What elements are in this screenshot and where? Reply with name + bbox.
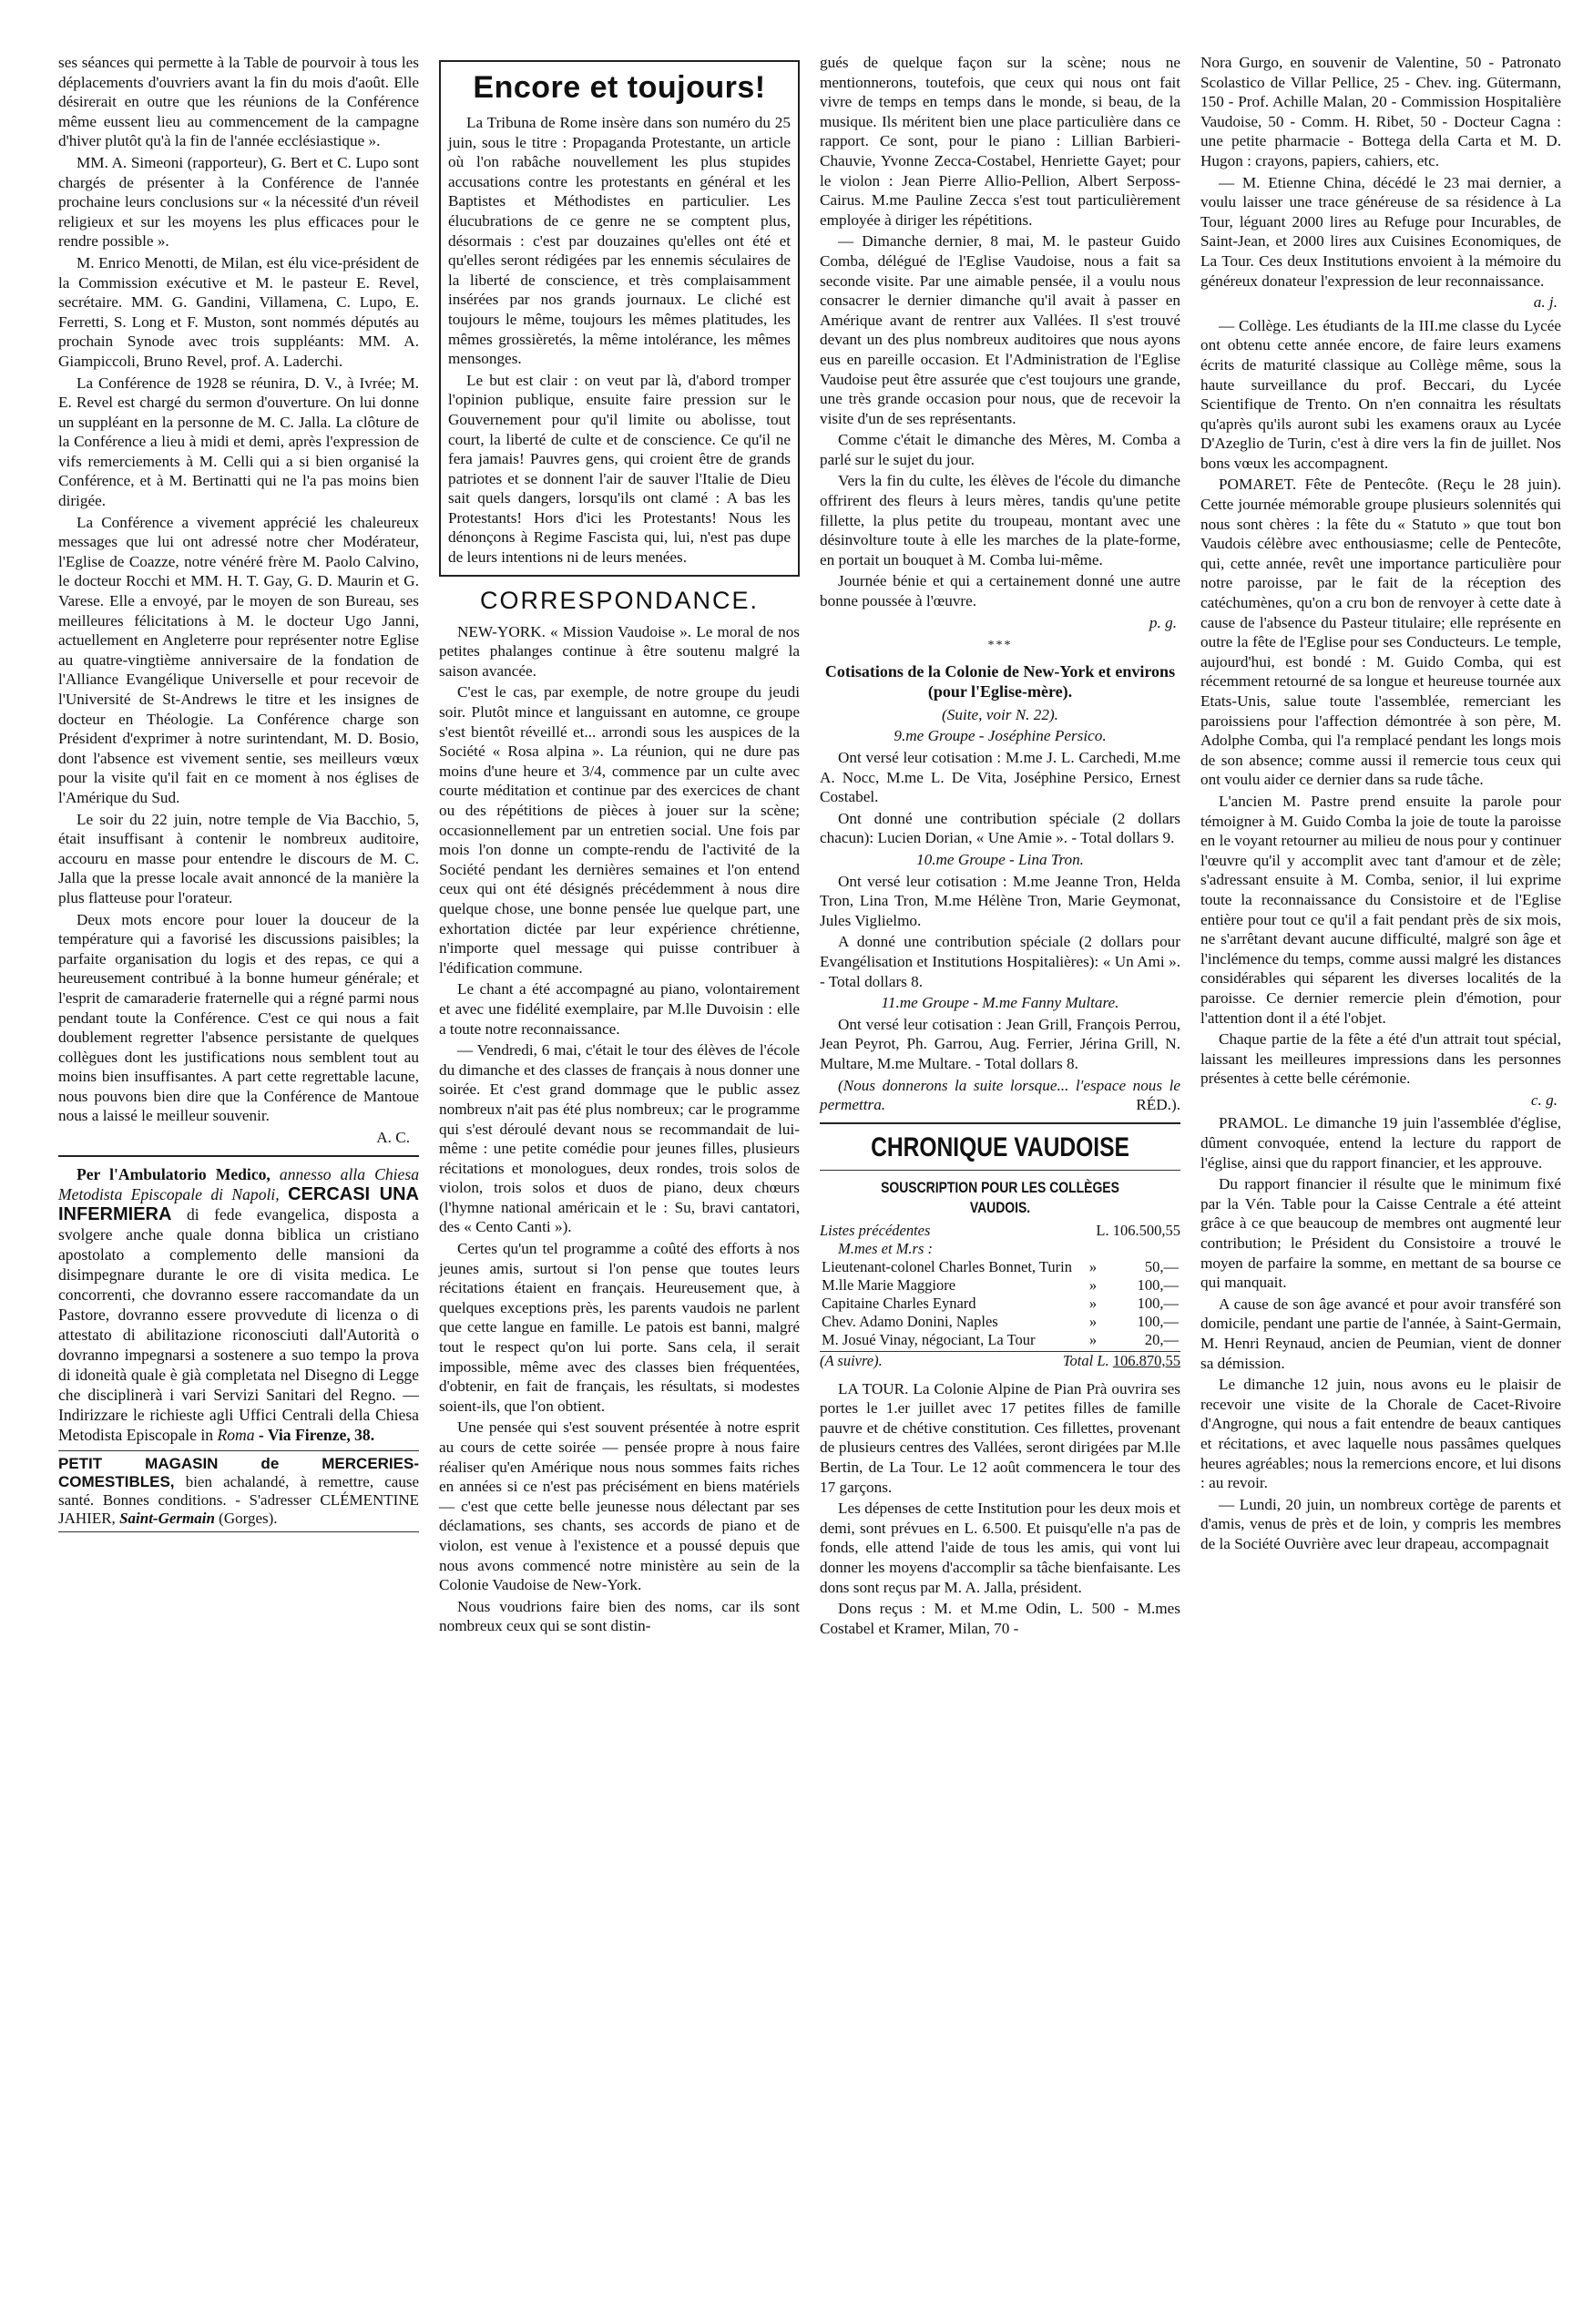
donor-amount: 100,— <box>1137 1312 1179 1330</box>
donors-table <box>820 1258 1180 1349</box>
paragraph: PRAMOL. Le dimanche 19 juin l'assemblée d'église, dûment convoquée, entend la lecture du rapport de l'église, ainsi que du rapport financier, et les approuve. <box>1200 1114 1561 1172</box>
paragraph: Dons reçus : M. et M.me Odin, L. 500 - M.mes Costabel et Kramer, Milan, 70 - <box>820 1600 1180 1637</box>
ditto-mark: » <box>1088 1294 1098 1312</box>
donor-name: Capitaine Charles Eynard <box>822 1294 976 1312</box>
paragraph: POMARET. Fête de Pentecôte. (Reçu le 28 juin). Cette journée mémorable groupe plusieurs solennités qui nous sont chères : la fête du « Statuto » que tout bon Vaudois célèbre avec enthousiasme; celle de Pentecôte, qui, cette année, revêt une importance particulière pour notre paroisse, par le fait de la réception des catéchumènes, qu'on a cru bon de renvoyer à cette date à cause de l'absence du Pasteur titulaire; elle représente en outre la fête de l'Eglise pour ses Conducteurs. Le temple, aujourd'hui, est bondé : M. Guido Comba, qui est récemment retourné de sa longue et heureuse tournée aux Etats-Unis, salue toute l'assemblée, remerciant les paroissiens pour l'affection démontrée à son père, M. Adolphe Comba, qui l'a remplacé pendant les longs mois de son absence; comme aussi il remercie tous ceux qui ont voulu aider ce dernier dans sa rude tâche. <box>1200 476 1561 789</box>
donor-name: Lieutenant-colonel Charles Bonnet, Turin <box>822 1257 1072 1275</box>
group-heading: 9.me Groupe - Joséphine Persico. <box>894 727 1107 745</box>
souscription-title: SOUSCRIPTION POUR LES COLLÈGES VAUDOIS. <box>881 1178 1119 1216</box>
paragraph: La Conférence a vivement apprécié les chaleureux messages que lui ont adressé notre cher Modérateur, l'Eglise de Coazze, notre vénéré frère M. Paolo Calvino, le docteur Rocchi et MM. H. T. Gay, G. D. Maurin et G. Varese. Elle a envoyé, par le moyen de son Bureau, ses meilleures félicitations à M. le docteur Ugo Janni, actuellement en Angleterre pour représenter notre Eglise au quatre-vingtième anniversaire de la fondation de l'Alliance Evangélique Universelle et pour recevoir de l'Université de St-Andrews le titre et les insignes de docteur en Théologie. La Conférence charge son Président d'exprimer à notre surintendant, M. D. Bosio, dont l'absence est vivement sentie, ses meilleurs vœux pour la visite qu'il fait en ce moment à nos églises de l'Amérique du Sud. <box>58 513 419 806</box>
paragraph: — Lundi, 20 juin, un nombreux cortège de parents et d'amis, venus de près et de loin, y compris les membres de la Société Ouvrière avec leur drapeau, accompagnait <box>1200 1495 1561 1552</box>
encore-article-box <box>439 60 800 577</box>
article-signature: a. j. <box>1533 293 1558 312</box>
table-row <box>820 1295 1180 1313</box>
paragraph: Le dimanche 12 juin, nous avons eu le plaisir de recevoir une visite de la Chorale de Cacet-Rivoire d'Angrogne, qui nous a fait entendre de beaux cantiques et récitations, et avec laquelle nous passâmes quelques heures agréables; nous la remercions encore, et lui disons : au revoir. <box>1200 1376 1561 1492</box>
separator-stars: *** <box>987 639 1013 653</box>
donor-name: M.lle Marie Maggiore <box>822 1275 956 1294</box>
paragraph: Le soir du 22 juin, notre temple de Via Bacchio, 5, était insuffisant à contenir le nombreux auditoire, accouru en masse pour entendre le discours de M. C. Jalla que la presse locale avait annoncé de la manière la plus flatteuse pour l'orateur. <box>58 810 419 906</box>
paragraph: Chaque partie de la fête a été d'un attrait tout spécial, laissant les meilleures impressions dans les personnes présentes à cette belle cérémonie. <box>1200 1030 1561 1088</box>
paragraph: LA TOUR. La Colonie Alpine de Pian Prà ouvrira ses portes le 1.er juillet avec 17 petites filles de famille pauvre et de chétive constitution. Ces fillettes, provenant de plusieurs centres des Vallées, seront dirigées par M.lle Bertin, de La Tour. Le 12 août commencera le tour des 17 garçons. <box>820 1379 1180 1496</box>
donors-heading: M.mes et M.rs : <box>838 1239 934 1257</box>
paragraph: Journée bénie et qui a certainement donné une autre bonne poussée à l'œuvre. <box>820 572 1180 610</box>
editorial-note: (Nous donnerons la suite lorsque... l'espace nous le permettra. <box>820 1076 1180 1114</box>
paragraph: ses séances qui permette à la Table de pourvoir à tous les déplacements d'ouvriers avant la fin du mois d'août. Elle désirerait en outre que les réunions de la Conférence même eussent lieu au commencement de la campagne d'hiver plutôt qu'à la fin de l'année ecclésiastique ». <box>58 54 419 150</box>
ad-lead: Per l'Ambulatorio Medico, <box>77 1164 271 1183</box>
paragraph: Ont versé leur cotisation : Jean Grill, François Perrou, Jean Peyrot, Ph. Garrou, Aug. Ferrier, Jérina Grill, N. Multare, M.me Multare. - Total dollars 8. <box>820 1015 1180 1072</box>
paragraph: Ont versé leur cotisation : M.me J. L. Carchedi, M.me A. Nocc, M.me L. De Vita, Joséphine Persico, Ernest Costabel. <box>820 749 1180 806</box>
nurse-advertisement <box>58 1164 419 1445</box>
donor-amount: 100,— <box>1137 1275 1179 1294</box>
a-suivre: (A suivre). <box>820 1351 883 1369</box>
ad-headline: CERCASI UNA INFERMIERA <box>58 1183 419 1224</box>
paragraph: — M. Etienne China, décédé le 23 mai dernier, a voulu laisser une trace généreuse de sa résidence à La Tour, léguant 2000 lires au Refuge pour Incurables, de Saint-Jean, et 2000 lires aux Cuisines Economiques, de La Tour. Ces deux Institutions envoient à la mémoire du généreux donateur l'expression de leur reconnaissance. <box>1200 173 1561 290</box>
table-row <box>820 1258 1180 1276</box>
shop-ad-place: Saint-Germain <box>119 1509 215 1527</box>
article-title: Encore et toujours! <box>473 70 766 105</box>
paragraph: Vers la fin du culte, les élèves de l'école du dimanche offrirent des fleurs à leurs mères, tandis qu'une petite fillette, la plus petite du troupeau, montant avec une désinvolture toute à elle les marches de la plate-forme, en portait un bouquet à M. Comba lui-même. <box>820 472 1180 568</box>
ad-city: Roma <box>217 1425 255 1444</box>
paragraph <box>820 1076 1180 1115</box>
paragraph: gués de quelque façon sur la scène; nous ne mentionnerons, toutefois, que ceux qui nous ont fait vivre de temps en temps dans le monde, si beau, de la musique. Ils méritent bien une place particulière dans ce rapport. Ce sont, pour le piano : Lillian Barbieri-Chauvie, Yvonne Zecca-Costabel, Henriette Gayet; pour le violon : Jean Pierre Allio-Pellion, Albert Serposs-Cairus. M.me Pauline Zecca s'est tout particulièrement employée à diriger les répétitions. <box>820 54 1180 229</box>
paragraph: Ont versé leur cotisation : M.me Jeanne Tron, Helda Tron, Lina Tron, M.me Hélène Tron, Marie Geymonat, Jules Viglielmo. <box>820 872 1180 929</box>
shop-ad-tail: (Gorges). <box>219 1509 278 1527</box>
shop-ad-name: CLÉMENTINE JAHIER, <box>58 1490 419 1527</box>
total-amount: 106.870,55 <box>1112 1351 1180 1369</box>
paragraph: Ont donné une contribution spéciale (2 dollars chacun): Lucien Dorian, « Une Amie ». - Total dollars 9. <box>820 809 1180 847</box>
donor-name: Chev. Adamo Donini, Naples <box>822 1312 998 1330</box>
title-rule <box>820 1170 1180 1171</box>
total-row <box>820 1351 1180 1370</box>
donor-name: M. Josué Vinay, négociant, La Tour <box>822 1330 1036 1348</box>
column-2 <box>435 53 803 2294</box>
ditto-mark: » <box>1088 1330 1098 1348</box>
listes-label: Listes précédentes <box>820 1221 931 1239</box>
shop-ad-headline: PETIT MAGASIN de MERCERIES-COMESTIBLES, <box>58 1454 419 1490</box>
cotisations-title: Cotisations de la Colonie de New-York et environs (pour l'Eglise-mère). <box>824 661 1176 701</box>
donor-amount: 50,— <box>1144 1257 1179 1275</box>
paragraph: Comme c'était le dimanche des Mères, M. Comba a parlé sur le sujet du jour. <box>820 431 1180 468</box>
article-signature: A. C. <box>376 1129 410 1147</box>
donor-amount: 20,— <box>1144 1330 1179 1348</box>
paragraph: Certes qu'un tel programme a coûté des efforts à nos jeunes amis, surtout si l'on pense que toutes leurs récitations étaient en français. Heureusement que, à quelques exceptions près, les parents vaudois ne parlent que cette langue en famille. Le patois est banni, malgré tout le respect qu'on lui porte. Sans cela, il serait impossible, même avec des classes bien fréquentées, d'obtenir, en fait de français, les résultats, si modestes soient-ils, que l'on obtient. <box>439 1240 800 1415</box>
article-signature: p. g. <box>1149 613 1177 631</box>
table-row <box>820 1313 1180 1331</box>
cotisations-suite: (Suite, voir N. 22). <box>942 705 1058 723</box>
page-columns <box>55 53 1561 2294</box>
paragraph: M. Enrico Menotti, de Milan, est élu vice-président de la Commission exécutive et M. le pasteur E. Revel, secrétaire. MM. G. Gandini, Villamena, C. Lupo, E. Ferretti, S. Long et F. Muston, sont nommés députés au prochain Synode avec trois suppléants: MM. A. Giampiccoli, Bruno Revel, prof. A. Laderchi. <box>58 253 419 370</box>
listes-amount: L. 106.500,55 <box>1096 1221 1180 1239</box>
paragraph: Le but est clair : on veut par là, d'abord tromper l'opinion publique, ensuite faire pression sur le Gouvernement pour qu'il limite ou abolisse, tout court, la liberté de culte et de conscience. Ce qu'il ne fera jamais! Pauvres gens, qui croient être de grands patriotes et se donnent l'air de sauver l'Italie de Dieu sait quels dangers, lorsqu'ils ont clamé : A bas les Protestants! Hors d'ici les Protestants! Nous les dénonçons à Regime Fascista qui, lui, n'est pas dupe de leurs intentions ni de leurs menées. <box>448 371 791 567</box>
ad-body: di fede evangelica, disposta a svolgere anche quale donna biblica un cristiano apostolato a complemento delle mansioni da disimpegnare durante le ore di visita medica. Le concorrenti, che dovranno essere raccomandate da un Pastore, dovranno essere provvedute di licenza o di attestato di abilitazione riconosciuti dall'Autorità o dovranno impegnarsi a sostenere a suo tempo la prova di idoneità quale è già completata nel Disegno di Legge che disciplinerà i vari Servizi Sanitari del Regno. — Indirizzare le richieste agli Uffici Centrali della Chiesa Metodista Episcopale in <box>58 1204 419 1444</box>
chronique-title: CHRONIQUE VAUDOISE <box>871 1131 1129 1162</box>
paragraph: Le chant a été accompagné au piano, volontairement et avec une fidélité exemplaire, par M.lle Duvoisin : elle a toute notre reconnaissance. <box>439 980 800 1038</box>
table-row <box>820 1331 1180 1349</box>
article-signature: c. g. <box>1530 1090 1558 1109</box>
ad-lead-italic: annesso alla Chiesa Metodista Episcopale di Napoli, <box>58 1164 419 1203</box>
table-row <box>820 1276 1180 1295</box>
editorial-signature: RÉD.). <box>1136 1096 1180 1114</box>
paragraph: La Conférence de 1928 se réunira, D. V., à Ivrée; M. E. Revel est chargé du sermon d'ouverture. On lui donne un suppléant en la personne de M. C. Jalla. La clôture de la Conférence a lieu à midi et demi, après l'expression de vifs remerciements à M. Celli qui a si bien organisé la Conférence, et à M. Bertinatti qui ne l'a pas moins bien dirigée. <box>58 374 419 510</box>
paragraph: C'est le cas, par exemple, de notre groupe du jeudi soir. Plutôt mince et languissant en automne, ce groupe s'est bientôt réveillé et... arrondi sous les auspices de la Société « Rosa alpina ». La réunion, qui ne dure pas moins d'une heure et 3/4, commence par un culte avec courte méditation et continue par des exercices de chant ou des répétitions de pièces à jouer sur la scène; occasionnellement par un entretien social. Une fois par mois l'on donne un compte-rendu de l'activité de la Société pendant les dernières semaines et l'on entend ceux qui ont été désignés précédemment à nous dire quelque chose, une bonne pensée lue quelque part, une exhortation dictée par leur expérience chrétienne, n'importe quel message qui puisse contribuer à l'édification commune. <box>439 683 800 977</box>
paragraph: A donné une contribution spéciale (2 dollars pour Evangélisation et Institutions Hospitalières): « Un Ami ». - Total dollars 8. <box>820 933 1180 990</box>
paragraph: Une pensée qui s'est souvent présentée à notre esprit au cours de cette soirée — pensée propre à nous faire réaliser qu'en Amérique nous nous sommes faits riches en années si ce n'est pas précisément en biens matériels — c'est que cette belle jeunesse nous délectant par ses déclamations, ses chants, ses accords de piano et de violon, est venue à l'existence et a poussé depuis que nous avons commencé notre ministère au sein de la Colonie Vaudoise de New-York. <box>439 1418 800 1594</box>
ditto-mark: » <box>1088 1312 1098 1330</box>
paragraph: Deux mots encore pour louer la douceur de la température qui a favorisé les discussions paisibles; la parfaite organisation du logis et des repas, ce qui a heureusement contribué à la bonne humeur générale; et l'esprit de camaraderie fraternelle qui a régné parmi nous pendant toute la Conférence. C'est ce qui nous a fait doublement regretter l'absence persistante de quelques collègues dont les justifications nous semblent tout au moins bien insuffisantes. A part cette regrettable lacune, nous pouvons bien dire que la Conférence de Mantoue nous a laissé le meilleur souvenir. <box>58 910 419 1125</box>
paragraph: Du rapport financier il résulte que le minimum fixé par la Vén. Table pour la Caisse Centrale a été atteint grâce à ce que beaucoup de membres ont augmenté leur contribution; le Président du Consistoire a trouvé le moyen de parfaire la somme, en mettant de sa bourse ce qui manquait. <box>1200 1175 1561 1292</box>
listes-row <box>820 1222 1180 1240</box>
paragraph: La Tribuna de Rome insère dans son numéro du 25 juin, sous le titre : Propaganda Protestante, un article où l'on rabâche nouvellement les plus stupides accusations contre les protestants en général et les Baptistes et Méthodistes en particulier. Les élucubrations de ce genre ne se comptent plus, désormais : c'est par douzaines qu'elles ont été et qu'elles seront rédigées par les ennemis séculaires de la liberté de conscience, et très complaisamment insérées par nos grands journaux. Le cliché est toujours le même, toujours les mêmes platitudes, les mêmes grossièretés, la même intolérance, les mêmes mensonges. <box>448 114 791 368</box>
total-label: Total L. <box>1062 1351 1109 1369</box>
ditto-mark: » <box>1088 1257 1098 1275</box>
paragraph: — Vendredi, 6 mai, c'était le tour des élèves de l'école du dimanche et des classes de français à nous donner une soirée. Et c'est grand dommage que le public assez nombreux n'ait pas été plus nombreux; car le programme qui s'est déroulé devant nous se recommandait de lui-même : une petite comédie pour jeunes filles, plusieurs récitations et monologues, deux rondes, trois solos de violon, trois solos et duos de piano, deux chœurs (l'hymne national américain et le : Su, bravi cantatori, des « Cento Canti »). <box>439 1041 800 1236</box>
section-divider <box>820 1122 1180 1124</box>
paragraph: Nora Gurgo, en souvenir de Valentine, 50 - Patronato Scolastico de Villar Pellice, 25 - Chev. ing. Gütermann, 150 - Prof. Achille Malan, 20 - Commission Hospitalière Vaudoise, 50 - Comm. H. Ribet, 50 - Docteur Cagna : une petite pharmacie - Bottega della Carta et M. D. Hugon : crayons, papiers, cahiers, etc. <box>1200 54 1561 169</box>
group-heading: 10.me Groupe - Lina Tron. <box>916 850 1084 868</box>
paragraph: NEW-YORK. « Mission Vaudoise ». Le moral de nos petites phalanges continue à être soutenu malgré la saison avancée. <box>439 622 800 680</box>
section-divider <box>58 1155 419 1157</box>
column-1 <box>55 53 423 2294</box>
ad-address: - Via Firenze, 38. <box>258 1425 375 1444</box>
paragraph: — Collège. Les étudiants de la III.me classe du Lycée ont obtenu cette année encore, de faire leurs examens écrits de maturité classique au Collège même, sous la haute surveillance du prof. Beccari, du Lycée Scientifique de Trento. On n'en connaitra les résultats qu'après qu'ils auront subi les examens oraux au Lycée D'Azeglio de Turin, c'est à dire vers la fin de juillet. Nos bons vœux les accompagnent. <box>1200 316 1561 472</box>
paragraph: MM. A. Simeoni (rapporteur), G. Bert et C. Lupo sont chargés de présenter à la Conférence de l'année prochaine leurs conclusions sur « la nécessité d'un réveil religieux et sur les moyens les plus efficaces pour le rendre possible ». <box>58 153 419 251</box>
paragraph: L'ancien M. Pastre prend ensuite la parole pour témoigner à M. Guido Comba la joie de toute la paroisse en le voyant retourner au milieu de nous pour y continuer l'œuvre qu'il y accomplit avec tant d'amour et de zèle; s'adressant ensuite à M. Comba, senior, il lui exprime toute la reconnaissance du Consistoire et de l'Eglise entière pour tout ce qu'il a fait pendant près de six mois, ne s'arrêtant devant aucune difficulté, malgré son âge et l'inclémence du temps, comme aussi malgré les distances considérables qui séparent les diverses localités de la paroisse. Ce dernier remercie plein d'émotion, pour l'attention dont il a été l'objet. <box>1200 792 1561 1027</box>
shop-ad-body: bien achalandé, à remettre, cause santé. Bonnes conditions. - S'adresser <box>58 1472 419 1509</box>
group-heading: 11.me Groupe - M.me Fanny Multare. <box>881 994 1119 1012</box>
paragraph: — Dimanche dernier, 8 mai, M. le pasteur Guido Comba, délégué de l'Eglise Vaudoise, nous a fait sa seconde visite. Par une aimable pensée, il a voulu nous consacrer le dernier dimanche qu'il avait à passer en Amérique avant de rentrer aux Vallées. Il s'est trouvé devant un des plus nombreux auditoires que nous ayons eus en pareille occasion. Et l'Administration de l'Eglise Vaudoise peut être assurée que c'est toujours une grande, une très grande occasion pour nous, que de recevoir la visite d'un de ses représentants. <box>820 232 1180 427</box>
column-3 <box>816 53 1184 2294</box>
paragraph: Les dépenses de cette Institution pour les deux mois et demi, sont prévues en L. 6.500. Et puisqu'elle n'a pas de fonds, elle attend l'aide de tous les amis, qui vont lui donner les moyens d'accomplir sa tâche bienfaisante. Les dons sont reçus par M. A. Jalla, président. <box>820 1500 1180 1596</box>
ditto-mark: » <box>1088 1275 1098 1294</box>
section-title: CORRESPONDANCE. <box>479 586 760 614</box>
paragraph: A cause de son âge avancé et pour avoir transféré son domicile, pendant une partie de l'année, à Saint-Germain, M. Henri Reynaud, ancien de Peumian, vient de donner sa démission. <box>1200 1295 1561 1372</box>
paragraph: Nous voudrions faire bien des noms, car ils sont nombreux ceux qui se sont distin- <box>439 1597 800 1635</box>
column-4 <box>1197 53 1565 2294</box>
donor-amount: 100,— <box>1137 1294 1179 1312</box>
shop-advertisement <box>58 1450 419 1532</box>
